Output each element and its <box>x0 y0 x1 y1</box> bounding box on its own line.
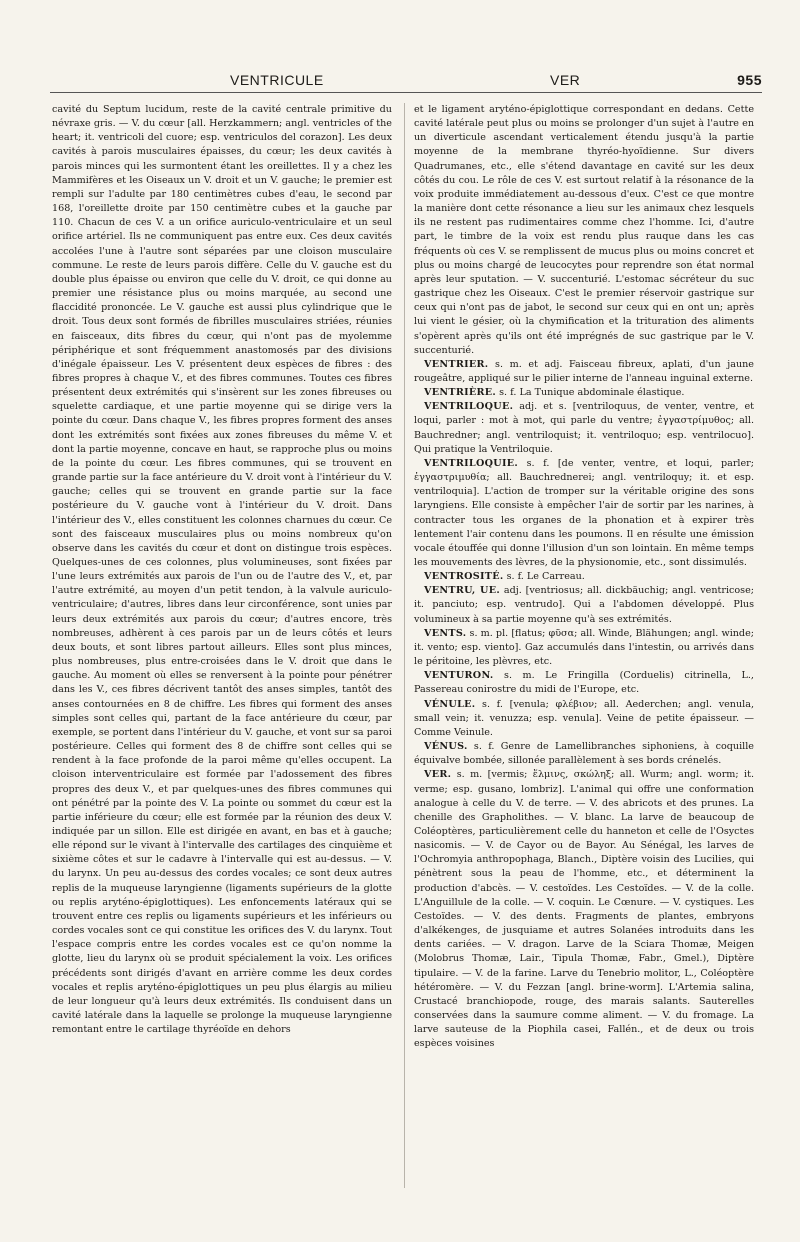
entry-ventrier <box>414 358 754 386</box>
entry-continuation <box>414 103 754 358</box>
entry-ventru <box>414 584 754 626</box>
right-column <box>414 103 754 1051</box>
entry-headword: VENTS. <box>424 627 467 639</box>
entry-venturon <box>414 669 754 697</box>
entry-headword: VENTURON. <box>424 670 494 682</box>
entry-headword: VENTRILOQUE. <box>424 401 514 413</box>
entry-headword: VÉNUS. <box>424 741 468 753</box>
entry-ventriloque <box>414 400 754 457</box>
entry-headword: VÉNULE. <box>424 698 476 710</box>
entry-body: s. f. Genre de Lamellibranches siphoniens, à coquille équivalve bombée, sillonée parallèlement à ses bords crénelés. <box>414 741 754 767</box>
entry-body: s. m. pl. [flatus; φῦσα; all. Winde, Blähungen; angl. winde; it. vento; esp. viento]. Gaz accumulés dans l'intestin, ou arrivés dans le péritoine, les plèvres, etc. <box>414 627 754 668</box>
entry-headword: VENTRIER. <box>424 358 489 370</box>
entry-ventrosite <box>414 570 754 584</box>
entry-body: s. f. [de venter, ventre, et loqui, parler; ἐγγαστριμυθία; all. Bauchrednerei; angl. ventriloquy; it. et esp. ventriloquia]. L'action de tromper sur la véritable origine des sons laryngiens. Elle consiste à empêcher l'air de sortir par les narines, à contracter tous les organes de la phonation et à expirer très lentement l'air contenu dans les poumons. Il en résulte une émission vocale étouffée qui donne l'illusion d'un son lointain. En même temps les mouvements des lèvres, de la physionomie, etc., sont dissimulés. <box>414 457 754 568</box>
header-rule <box>50 92 762 93</box>
entry-continuation: cavité du Septum lucidum, reste de la cavité centrale primitive du névraxe gris. — V. du cœur [all. Herzkammern; angl. ventricles of the heart; it. ventricoli del cuore; esp. ventriculos del corazon]. Les deux cavités à parois musculaires épaisses, du cœur; les deux cavités à parois minces qui les surmontent étant les oreillettes. Il y a chez les Mammifères et les Oiseaux un V. droit et un V. gauche; le premier est rempli sur l'adulte par 180 centimètres cubes d'eau, le second par 168, l'oreillette droite par 150 centimètre cubes et la gauche par 110. Chacun de ces V. a un orifice auriculo-ventriculaire et un seul orifice artériel. Ils ne communiquent pas entre eux. Ces deux cavités accolées l'une à l'autre sont séparées par une cloison musculaire commune. Le reste de leurs parois diffère. Celle du V. gauche est du double plus épaisse ou environ que celle du V. droit, ce qui donne au premier une résistance plus ou moins marquée, au second une flaccidité prononcée. Le V. gauche est aussi plus cylindrique que le droit. Tous deux sont formés de fibrilles musculaires striées, réunies en faisceaux, dits fibres du cœur, qui n'ont pas de myolemme périphérique et sont fréquemment anastomosés par des divisions d'inégale épaisseur. Les V. présentent deux espèces de fibres : des fibres propres à chaque V., et des fibres communes. Toutes ces fibres présentent deux extrémités qui s'insèrent sur les zones fibreuses ou squelette cardiaque, et une partie moyenne qui se dirige vers la pointe du cœur. Dans chaque V., les fibres propres forment des anses dont les extrémités sont fixées aux zones fibreuses du même V. et dont la partie moyenne, concave en haut, se rapproche plus ou moins de la pointe du cœur. Les fibres communes, qui se trouvent en grande partie sur la face antérieure du V. droit vont à l'intérieur du V. gauche; celles qui se trouvent en grande partie sur la face postérieure du V. gauche vont à l'intérieur du V. droit. Dans l'intérieur des V., elles constituent les colonnes charnues du cœur. Ce sont des faisceaux musculaires plus ou moins nombreux qu'on observe dans les cavités du cœur et dont on distingue trois espèces. Quelques-unes de ces colonnes, plus volumineuses, sont fixées par l'une leurs extrémités aux parois de l'un ou de l'autre des V., et, par l'autre extrémité, au moyen d'un petit tendon, à la valvule auriculo-ventriculaire; d'autres, libres dans leur circonférence, sont unies par leurs deux extrémités aux parois du cœur; d'autres encore, très nombreuses, adhèrent à ces parois par un de leurs côtés et leurs deux bouts, et sont libres partout ailleurs. Elles sont plus minces, plus nombreuses, plus entre-croisées dans le V. droit que dans le gauche. Au moment où elles se renversent à la pointe pour pénétrer dans les V., ces fibres décrivent tantôt des anses simples, tantôt des anses contournées en 8 de chiffre. Les fibres qui forment des anses simples sont celles qui, partant de la face antérieure du cœur, par exemple, se portent dans l'intérieur du V. gauche, et vont sur sa paroi postérieure. Celles qui forment des 8 de chiffre sont celles qui se rendent à la face profonde de la paroi même qu'elles occupent. La cloison interventriculaire est formée par l'adossement des fibres propres des deux V., et par quelques-unes des fibres communes qui ont pénétré par la pointe des V. La pointe ou sommet du cœur est la partie inférieure du cœur; elle est formée par la réunion des deux V. indiquée par un sillon. Elle est dirigée en avant, en bas et à gauche; elle répond sur le vivant à l'intervalle des cartilages des cinquième et sixième côtes et sur le cadavre à l'intervalle qui est au-dessus. — V. du larynx. Un peu au-dessus des cordes vocales; ce sont deux autres replis de la muqueuse laryngienne (ligaments supérieurs de la glotte ou replis aryténo-épiglottiques). Les enfoncements latéraux qui se trouvent entre ces replis ou ligaments supérieurs et les inférieurs ou cordes vocales sont ce qui constitue les orifices des V. du larynx. Tout l'espace compris entre les cordes vocales est ce qu'on nomme la glotte, lieu du larynx où se produit spécialement la voix. Les orifices précédents sont dirigés d'avant en arrière comme les deux cordes vocales et replis aryténo-épiglottiques un peu plus élargis au milieu de leur longueur qu'à leurs deux extrémités. Ils conduisent dans un cavité latérale dans la laquelle se prolonge la muqueuse laryngienne remontant entre le cartilage thyréoïde en dehors <box>52 104 392 1036</box>
entry-headword: VENTRILOQUIE. <box>424 457 518 469</box>
entry-body: s. m. Le Fringilla (Corduelis) citrinella, L., Passereau conirostre du midi de l'Europe, etc. <box>414 670 754 696</box>
entry-headword: VENTROSITÉ. <box>424 571 504 583</box>
entry-venus <box>414 740 754 768</box>
column-divider <box>404 103 405 1188</box>
entry-body: s. m. [vermis; ἕλμινς, σκώληξ; all. Wurm; angl. worm; it. verme; esp. gusano, lombriz]. L'animal qui offre une conformation analogue à celle du V. de terre. — V. des abricots et des prunes. La chenille des Grapholithes. — V. blanc. La larve de beaucoup de Coléoptères, particulièrement celle du hanneton et celle de l'Osyctes nasicomis. — V. de Cayor ou de Bayor. Au Sénégal, les larves de l'Ochromyia anthropophaga, Blanch., Diptère voisin des Lucilies, qui pénètrent sous la peau de l'homme, etc., et déterminent la production d'abcès. — V. cestoïdes. Les Cestoïdes. — V. de la colle. L'Anguillule de la colle. — V. coquin. Le Cœnure. — V. cystiques. Les Cestoïdes. — V. des dents. Fragments de plantes, embryons d'alkékenges, de jusquiame et autres Solanées introduits dans les dents cariées. — V. dragon. Larve de la Sciara Thomæ, Meigen (Molobrus Thomæ, Lair., Tipula Thomæ, Fabr., Gmel.), Diptère tipulaire. — V. de la farine. Larve du Tenebrio molitor, L., Coléoptère hétéromère. — V. du Fezzan [angl. brine-worm]. L'Artemia salina, Crustacé branchiopode, rouge, des marais salants. Sauterelles conservées dans la saumure comme aliment. — V. du fromage. La larve sauteuse de la Piophila casei, Fallén., et de deux ou trois espèces voisines <box>414 769 754 1050</box>
entry-body: adj. [ventriosus; all. dickbäuchig; angl. ventricose; it. panciuto; esp. ventrudo]. Qui a l'abdomen développé. Plus volumineux à sa partie moyenne qu'à ses extrémités. <box>414 585 754 625</box>
entry-body: s. m. et adj. Faisceau fibreux, aplati, d'un jaune rougeâtre, appliqué sur le pilier interne de l'anneau inguinal externe. <box>414 358 754 384</box>
entry-vents <box>414 627 754 669</box>
entry-body: et le ligament aryténo-épiglottique correspondant en dedans. Cette cavité latérale peut plus ou moins se prolonger d'un sujet à l'autre en un diverticule ascendant verticalement étendu jusqu'à la partie moyenne de la membrane thyréo-hyoïdienne. Sur divers Quadrumanes, etc., elle s'étend davantage en cavité sur les deux côtés du cou. Le rôle de ces V. est surtout relatif à la résonance de la voix produite immédiatement au-dessous d'eux. C'est ce que montre la manière dont cette résonance a lieu sur les animaux chez lesquels ils ne restent pas rudimentaires comme chez l'homme. Ici, d'autre part, le timbre de la voix est rendu plus rauque dans les cas fréquents où ces V. se remplissent de mucus plus ou moins concret et plus ou moins chargé de leucocytes pour reprendre son état normal après leur sputation. — V. succenturié. L'estomac sécréteur du suc gastrique chez les Oiseaux. C'est le premier réservoir gastrique sur ceux qui n'ont pas de jabot, le second sur ceux qui en ont un; après lui vient le gésier, où la chymification et la trituration des aliments s'opèrent après qu'ils ont été imprégnés de suc gastrique par le V. succenturié. <box>414 104 754 356</box>
entry-venule <box>414 698 754 740</box>
header-right-term: VER <box>550 72 581 88</box>
entry-body: s. f. La Tunique abdominale élastique. <box>496 387 685 399</box>
entry-ventriloquie <box>414 457 754 570</box>
entry-ver <box>414 768 754 1051</box>
left-column <box>52 103 392 1037</box>
entry-headword: VENTRU, UE. <box>424 585 500 597</box>
entry-headword: VER. <box>424 769 452 781</box>
running-header <box>50 72 762 92</box>
entry-body: s. f. [venula; φλέβιον; all. Aederchen; angl. venula, small vein; it. venuzza; esp. venula]. Veine de petite épaisseur. — Comme Veinule. <box>414 698 754 738</box>
entry-body: adj. et s. [ventriloquus, de venter, ventre, et loqui, parler : mot à mot, qui parle du ventre; ἐγγαστρίμυθος; all. Bauchredner; angl. ventriloquist; it. ventriloquo; esp. ventrilocuo]. Qui pratique la Ventriloquie. <box>414 401 754 455</box>
entry-ventriere <box>414 386 754 400</box>
entry-headword: VENTRIÈRE. <box>424 387 497 399</box>
page-number: 955 <box>737 72 762 88</box>
entry-body: s. f. Le Carreau. <box>503 571 585 583</box>
header-left-term: VENTRICULE <box>230 72 324 88</box>
